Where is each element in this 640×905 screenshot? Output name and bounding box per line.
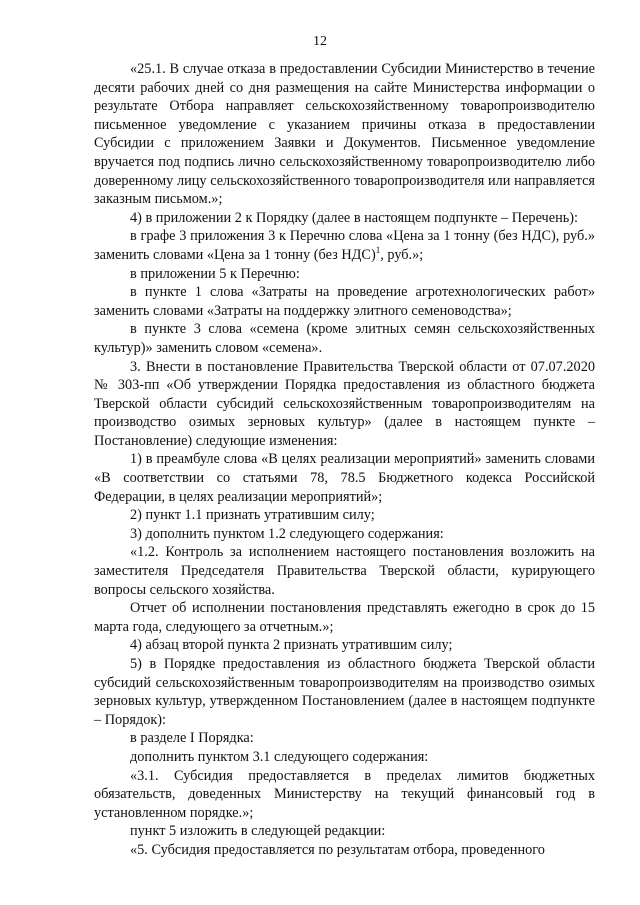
paragraph [94,265,595,284]
page-number: 12 [313,34,327,49]
paragraph-text: 4) в приложении 2 к Порядку (далее в настоящем подпункте – Перечень): [130,209,578,226]
paragraph-text: дополнить пунктом 3.1 следующего содержания: [130,748,429,765]
paragraph [94,525,595,544]
document-body [94,60,595,860]
paragraph [94,767,595,823]
paragraph [94,841,595,860]
paragraph-text: 3) дополнить пунктом 1.2 следующего содержания: [130,525,444,542]
paragraph [94,655,595,729]
paragraph-text: в пункте 3 слова «семена (кроме элитных семян сельскохозяйственных культур)» заменить словом «семена». [94,321,595,356]
paragraph [94,729,595,748]
paragraph [94,358,595,451]
footnote-marker: 1 [375,245,381,256]
paragraph [94,283,595,320]
paragraph-text: «25.1. В случае отказа в предоставлении Субсидии Министерство в течение десяти рабочих дней со дня размещения на сайте Министерства информации о результате Отбора направляет сельскохозяйственному товаропроизводителю письменное уведомление с указанием причины отказа в предоставлении Субсидии с приложением Заявки и Документов. Письменное уведомление вручается под подпись лично сельскохозяйственному товаропроизводителю либо доверенному лицу сельскохозяйственного товаропроизводителя или направляется заказным письмом.»; [94,61,595,208]
paragraph [94,506,595,525]
paragraph-text: в разделе I Порядка: [130,730,254,747]
paragraph-text: 3. Внести в постановление Правительства Тверской области от 07.07.2020 № 303-пп «Об утверждении Порядка предоставления из областного бюджета Тверской области субсидий сельскохозяйственным товаропроизводителям на производство озимых зерновых культур» (далее в настоящем пункте – Постановление) следующие изменения: [94,358,595,449]
paragraph-text: в графе 3 приложения 3 к Перечню слова «Цена за 1 тонну (без НДС), руб.» заменить словами «Цена за 1 тонну (без НДС) [94,228,595,263]
paragraph-text-tail: , руб.»; [380,246,424,263]
paragraph [94,209,595,228]
paragraph [94,636,595,655]
paragraph-text: 2) пункт 1.1 признать утратившим силу; [130,507,375,524]
paragraph [94,320,595,357]
paragraph-text: в приложении 5 к Перечню: [130,265,300,282]
paragraph-text: 5) в Порядке предоставления из областного бюджета Тверской области субсидий сельскохозяйственным товаропроизводителям на производство озимых зерновых культур, утвержденном Постановлением (далее в настоящем подпункте – Порядок): [94,656,595,728]
paragraph [94,822,595,841]
paragraph-text: в пункте 1 слова «Затраты на проведение агротехнологических работ» заменить словами «Затраты на поддержку элитного семеноводства»; [94,284,595,319]
paragraph-text: пункт 5 изложить в следующей редакции: [130,823,386,840]
paragraph [94,60,595,209]
paragraph [94,748,595,767]
paragraph-text: «5. Субсидия предоставляется по результатам отбора, проведенного [130,841,545,858]
paragraph [94,599,595,636]
paragraph [94,450,595,506]
paragraph-text: 4) абзац второй пункта 2 признать утратившим силу; [130,637,453,654]
paragraph [94,543,595,599]
paragraph-text: «1.2. Контроль за исполнением настоящего постановления возложить на заместителя Председателя Правительства Тверской области, курирующего вопросы сельского хозяйства. [94,544,595,598]
paragraph [94,227,595,264]
paragraph-text: «3.1. Субсидия предоставляется в пределах лимитов бюджетных обязательств, доведенных Министерству на текущий финансовый год в установленном порядке.»; [94,767,595,821]
paragraph-text: 1) в преамбуле слова «В целях реализации мероприятий» заменить словами «В соответствии со статьями 78, 78.5 Бюджетного кодекса Российской Федерации, в целях реализации мероприятий»; [94,451,595,505]
paragraph-text: Отчет об исполнении постановления представлять ежегодно в срок до 15 марта года, следующего за отчетным.»; [94,600,595,635]
